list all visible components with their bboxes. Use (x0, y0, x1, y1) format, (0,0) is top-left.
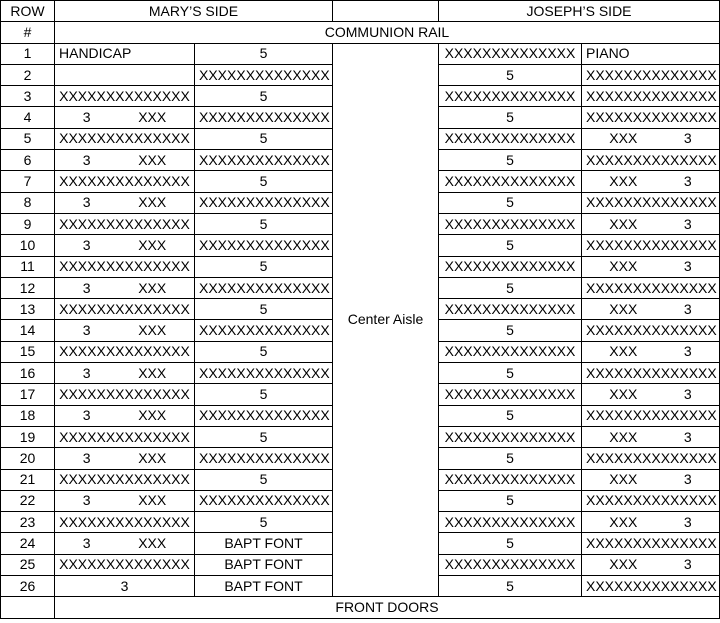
mary-inner-section: XXXXXXXXXXXXXX (195, 64, 333, 85)
joseph-outer-section: XXXXXXXXXXXXXX (582, 235, 720, 256)
row-number: 7 (1, 171, 55, 192)
joseph-outer-section (582, 299, 720, 320)
row-number: 24 (1, 533, 55, 554)
joseph-outer-section: XXXXXXXXXXXXXX (582, 490, 720, 511)
joseph-inner-section: 5 (439, 405, 582, 426)
joseph-outer-section (582, 171, 720, 192)
footer-row (1, 597, 720, 618)
row-number: 19 (1, 426, 55, 447)
joseph-inner-section: 5 (439, 320, 582, 341)
mary-inner-section: XXXXXXXXXXXXXX (195, 192, 333, 213)
joseph-inner-section: 5 (439, 448, 582, 469)
row-number: 10 (1, 235, 55, 256)
mary-inner-section: XXXXXXXXXXXXXX (195, 277, 333, 298)
joseph-inner-section: XXXXXXXXXXXXXX (439, 213, 582, 234)
mary-inner-section: 5 (195, 469, 333, 490)
row-number: 6 (1, 150, 55, 171)
joseph-outer-section-right: 3 (683, 130, 692, 147)
joseph-outer-section: XXXXXXXXXXXXXX (582, 86, 720, 107)
row-header-label: ROW (1, 1, 55, 22)
mary-outer-section-left: 3 (82, 194, 91, 211)
mary-outer-section-right: XXX (138, 109, 167, 126)
mary-outer-section-left: 3 (82, 407, 91, 424)
mary-inner-section: 5 (195, 43, 333, 64)
joseph-inner-section: 5 (439, 235, 582, 256)
mary-outer-section-right: XXX (138, 535, 167, 552)
joseph-outer-section-left: XXX (609, 385, 638, 402)
mary-outer-section (55, 192, 195, 213)
row-number: 11 (1, 256, 55, 277)
joseph-inner-section: 5 (439, 363, 582, 384)
mary-outer-section: XXXXXXXXXXXXXX (55, 256, 195, 277)
mary-inner-section: 5 (195, 213, 333, 234)
joseph-inner-section: 5 (439, 64, 582, 85)
mary-outer-section (55, 277, 195, 298)
mary-outer-section: HANDICAP (55, 43, 195, 64)
mary-outer-section-right: XXX (138, 151, 167, 168)
mary-inner-section: XXXXXXXXXXXXXX (195, 363, 333, 384)
row-number: 25 (1, 554, 55, 575)
mary-inner-section: XXXXXXXXXXXXXX (195, 320, 333, 341)
mary-inner-section: 5 (195, 341, 333, 362)
mary-inner-section: 5 (195, 512, 333, 533)
row-number: 20 (1, 448, 55, 469)
joseph-inner-section: XXXXXXXXXXXXXX (439, 128, 582, 149)
mary-outer-section: XXXXXXXXXXXXXX (55, 128, 195, 149)
joseph-outer-section-left: XXX (609, 471, 638, 488)
mary-inner-section: XXXXXXXXXXXXXX (195, 490, 333, 511)
joseph-outer-section-left: XXX (609, 428, 638, 445)
mary-inner-section: XXXXXXXXXXXXXX (195, 405, 333, 426)
mary-outer-section: XXXXXXXXXXXXXX (55, 384, 195, 405)
joseph-outer-section-right: 3 (683, 300, 692, 317)
mary-inner-section: 5 (195, 171, 333, 192)
row-number: 12 (1, 277, 55, 298)
joseph-outer-section: XXXXXXXXXXXXXX (582, 405, 720, 426)
joseph-outer-section (582, 341, 720, 362)
row-number: 15 (1, 341, 55, 362)
mary-inner-section: BAPT FONT (195, 576, 333, 597)
row-number: 3 (1, 86, 55, 107)
mary-outer-section-left: 3 (82, 151, 91, 168)
mary-outer-section (55, 150, 195, 171)
row-number: 8 (1, 192, 55, 213)
mary-outer-section: XXXXXXXXXXXXXX (55, 213, 195, 234)
mary-outer-section: XXXXXXXXXXXXXX (55, 426, 195, 447)
joseph-inner-section: XXXXXXXXXXXXXX (439, 86, 582, 107)
mary-outer-section-right: XXX (138, 322, 167, 339)
communion-rail-row (1, 22, 720, 43)
joseph-inner-section: 5 (439, 107, 582, 128)
mary-outer-section-left: 3 (82, 109, 91, 126)
mary-inner-section: 5 (195, 256, 333, 277)
joseph-outer-section: XXXXXXXXXXXXXX (582, 320, 720, 341)
mary-outer-section-right: XXX (138, 364, 167, 381)
joseph-outer-section-left: XXX (609, 300, 638, 317)
mary-inner-section: XXXXXXXXXXXXXX (195, 150, 333, 171)
joseph-outer-section-right: 3 (683, 428, 692, 445)
mary-inner-section: 5 (195, 86, 333, 107)
mary-outer-section-right: XXX (138, 407, 167, 424)
joseph-inner-section: XXXXXXXXXXXXXX (439, 384, 582, 405)
mary-outer-section (55, 405, 195, 426)
joseph-outer-section-right: 3 (683, 385, 692, 402)
joseph-outer-section (582, 554, 720, 575)
joseph-outer-section (582, 128, 720, 149)
mary-outer-section-right: XXX (138, 449, 167, 466)
joseph-outer-section-right: 3 (683, 343, 692, 360)
mary-outer-section (55, 107, 195, 128)
row-number: 2 (1, 64, 55, 85)
joseph-outer-section-left: XXX (609, 173, 638, 190)
row-number: 21 (1, 469, 55, 490)
footer-spacer (1, 597, 55, 618)
mary-outer-section: XXXXXXXXXXXXXX (55, 554, 195, 575)
joseph-outer-section-left: XXX (609, 215, 638, 232)
mary-outer-section (55, 64, 195, 85)
mary-outer-section-left: 3 (82, 364, 91, 381)
mary-outer-section-left: 3 (82, 236, 91, 253)
mary-inner-section: XXXXXXXXXXXXXX (195, 235, 333, 256)
header-row (1, 1, 720, 22)
front-doors: FRONT DOORS (55, 597, 720, 618)
mary-outer-section-left: 3 (82, 492, 91, 509)
mary-outer-section: XXXXXXXXXXXXXX (55, 469, 195, 490)
pew-row (1, 43, 720, 64)
mary-outer-section-right: XXX (138, 279, 167, 296)
mary-outer-section (55, 320, 195, 341)
joseph-outer-section-right: 3 (683, 556, 692, 573)
joseph-inner-section: XXXXXXXXXXXXXX (439, 299, 582, 320)
mary-outer-section: XXXXXXXXXXXXXX (55, 171, 195, 192)
joseph-outer-section: XXXXXXXXXXXXXX (582, 64, 720, 85)
marys-side-header: MARY’S SIDE (55, 1, 333, 22)
joseph-outer-section-left: XXX (609, 513, 638, 530)
joseph-outer-section: XXXXXXXXXXXXXX (582, 277, 720, 298)
row-number: 4 (1, 107, 55, 128)
mary-outer-section (55, 448, 195, 469)
joseph-outer-section-left: XXX (609, 343, 638, 360)
josephs-side-header: JOSEPH’S SIDE (439, 1, 720, 22)
joseph-outer-section-right: 3 (683, 173, 692, 190)
joseph-outer-section-left: XXX (609, 556, 638, 573)
joseph-outer-section: XXXXXXXXXXXXXX (582, 576, 720, 597)
mary-inner-section: XXXXXXXXXXXXXX (195, 107, 333, 128)
joseph-inner-section: XXXXXXXXXXXXXX (439, 426, 582, 447)
joseph-outer-section-right: 3 (683, 215, 692, 232)
joseph-inner-section: 5 (439, 490, 582, 511)
mary-outer-section (55, 363, 195, 384)
joseph-inner-section: 5 (439, 576, 582, 597)
mary-outer-section: XXXXXXXXXXXXXX (55, 512, 195, 533)
row-number: 23 (1, 512, 55, 533)
row-number: 18 (1, 405, 55, 426)
row-number: 13 (1, 299, 55, 320)
joseph-outer-section-right: 3 (683, 513, 692, 530)
row-number: 22 (1, 490, 55, 511)
joseph-outer-section-right: 3 (683, 471, 692, 488)
mary-outer-section (55, 533, 195, 554)
row-number: 5 (1, 128, 55, 149)
joseph-outer-section (582, 256, 720, 277)
row-number: 17 (1, 384, 55, 405)
mary-outer-section: XXXXXXXXXXXXXX (55, 299, 195, 320)
joseph-inner-section: XXXXXXXXXXXXXX (439, 512, 582, 533)
mary-outer-section-left: 3 (82, 322, 91, 339)
joseph-outer-section: XXXXXXXXXXXXXX (582, 107, 720, 128)
mary-outer-section-left: 3 (82, 535, 91, 552)
joseph-outer-section-left: XXX (609, 258, 638, 275)
mary-inner-section: BAPT FONT (195, 533, 333, 554)
joseph-inner-section: XXXXXXXXXXXXXX (439, 341, 582, 362)
joseph-outer-section (582, 469, 720, 490)
joseph-inner-section: 5 (439, 277, 582, 298)
mary-outer-section-right: XXX (138, 492, 167, 509)
mary-outer-section (55, 235, 195, 256)
joseph-outer-section (582, 384, 720, 405)
row-number: 9 (1, 213, 55, 234)
header-spacer (333, 1, 439, 22)
joseph-inner-section: XXXXXXXXXXXXXX (439, 43, 582, 64)
joseph-outer-section: XXXXXXXXXXXXXX (582, 363, 720, 384)
joseph-inner-section: 5 (439, 192, 582, 213)
joseph-inner-section: 5 (439, 150, 582, 171)
center-aisle: Center Aisle (333, 43, 439, 597)
joseph-inner-section: XXXXXXXXXXXXXX (439, 554, 582, 575)
row-number: 16 (1, 363, 55, 384)
mary-outer-section: XXXXXXXXXXXXXX (55, 86, 195, 107)
joseph-outer-section-left: XXX (609, 130, 638, 147)
joseph-inner-section: XXXXXXXXXXXXXX (439, 469, 582, 490)
mary-inner-section: 5 (195, 426, 333, 447)
joseph-inner-section: XXXXXXXXXXXXXX (439, 171, 582, 192)
communion-rail: COMMUNION RAIL (55, 22, 720, 43)
mary-outer-section (55, 490, 195, 511)
mary-inner-section: XXXXXXXXXXXXXX (195, 448, 333, 469)
joseph-outer-section: XXXXXXXXXXXXXX (582, 448, 720, 469)
joseph-outer-section-right: 3 (683, 258, 692, 275)
joseph-outer-section: XXXXXXXXXXXXXX (582, 150, 720, 171)
joseph-inner-section: XXXXXXXXXXXXXX (439, 256, 582, 277)
joseph-outer-section: XXXXXXXXXXXXXX (582, 192, 720, 213)
joseph-outer-section (582, 426, 720, 447)
mary-outer-section-left: 3 (82, 449, 91, 466)
mary-inner-section: 5 (195, 299, 333, 320)
row-number: 1 (1, 43, 55, 64)
mary-inner-section: BAPT FONT (195, 554, 333, 575)
mary-inner-section: 5 (195, 128, 333, 149)
row-hash-label: # (1, 22, 55, 43)
mary-outer-section-right: XXX (138, 194, 167, 211)
row-number: 26 (1, 576, 55, 597)
mary-outer-section-right: XXX (138, 236, 167, 253)
mary-outer-section-left: 3 (82, 279, 91, 296)
joseph-outer-section (582, 512, 720, 533)
joseph-outer-section: PIANO (582, 43, 720, 64)
mary-outer-section: 3 (55, 576, 195, 597)
joseph-outer-section (582, 213, 720, 234)
mary-outer-section: XXXXXXXXXXXXXX (55, 341, 195, 362)
joseph-inner-section: 5 (439, 533, 582, 554)
mary-inner-section: 5 (195, 384, 333, 405)
row-number: 14 (1, 320, 55, 341)
joseph-outer-section: XXXXXXXXXXXXXX (582, 533, 720, 554)
